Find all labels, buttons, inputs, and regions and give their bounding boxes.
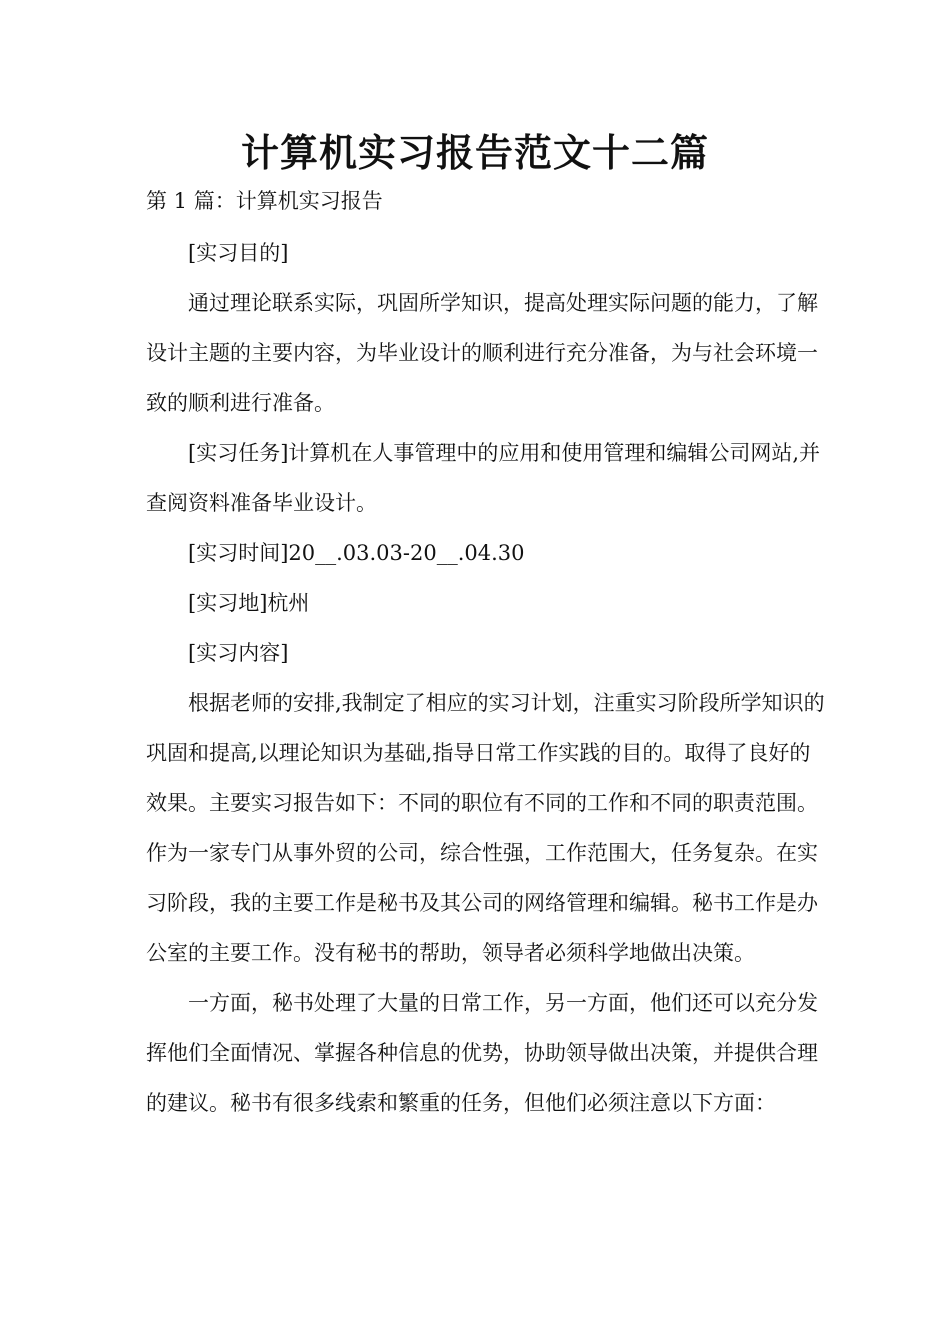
paragraph-content: 根据老师的安排,我制定了相应的实习计划，注重实习阶段所学知识的巩固和提高,以理论知识为基础,指导日常工作实践的目的。取得了良好的效果。主要实习报告如下：不同的职位有不同的工作和不同的职责范围。作为一家专门从事外贸的公司，综合性强，工作范围大，任务复杂。在实习阶段，我的主要工作是秘书及其公司的网络管理和编辑。秘书工作是办公室的主要工作。没有秘书的帮助，领导者必须科学地做出决策。 <box>146 691 825 965</box>
paragraph-content-heading: [实习内容] <box>188 641 289 665</box>
paragraph-time: [实习时间]20__.03.03-20__.04.30 <box>188 541 525 565</box>
section-heading: 第 1 篇：计算机实习报告 <box>146 189 383 213</box>
paragraph-purpose-heading: [实习目的] <box>188 241 289 265</box>
paragraph-secretary: 一方面，秘书处理了大量的日常工作，另一方面，他们还可以充分发挥他们全面情况、掌握各种信息的优势，协助领导做出决策，并提供合理的建议。秘书有很多线索和繁重的任务，但他们必须注意以下方面： <box>146 991 818 1115</box>
paragraph-location: [实习地]杭州 <box>188 591 310 615</box>
document-body <box>146 228 826 1128</box>
paragraph-purpose: 通过理论联系实际，巩固所学知识，提高处理实际问题的能力，了解设计主题的主要内容，为毕业设计的顺利进行充分准备，为与社会环境一致的顺利进行准备。 <box>146 291 818 415</box>
document-title: 计算机实习报告范文十二篇 <box>240 131 709 175</box>
paragraph-task: [实习任务]计算机在人事管理中的应用和使用管理和编辑公司网站,并查阅资料准备毕业设计。 <box>146 441 821 515</box>
